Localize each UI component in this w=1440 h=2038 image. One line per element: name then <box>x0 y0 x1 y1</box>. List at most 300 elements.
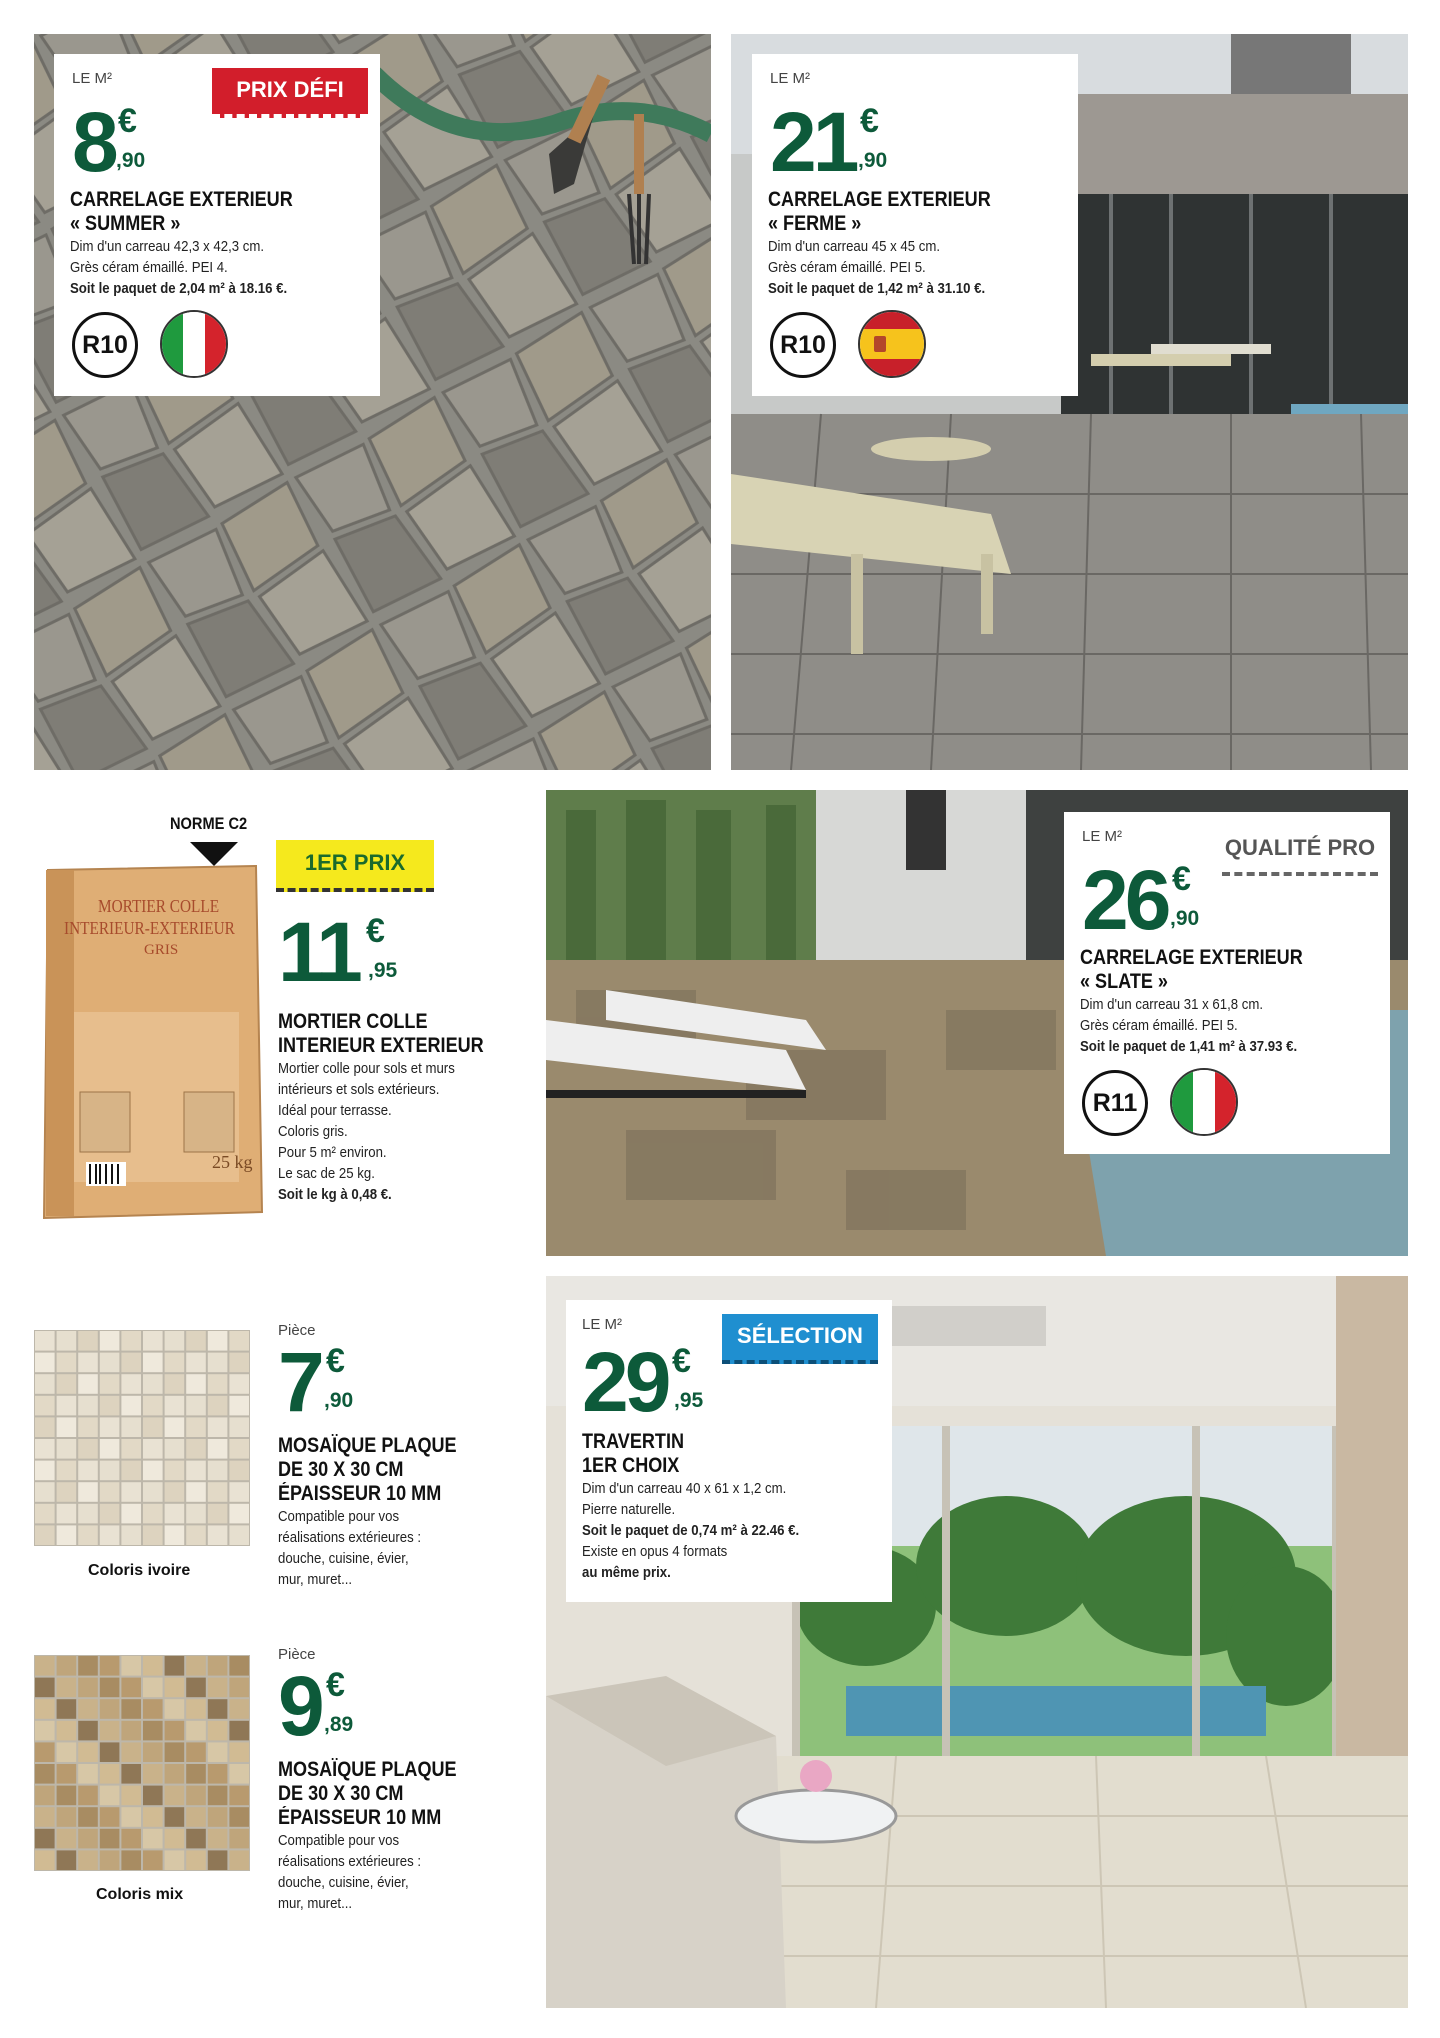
mosaic-tile <box>165 1374 185 1394</box>
mix-color-label: Coloris mix <box>96 1886 184 1903</box>
summer-price-int: 8 <box>72 95 115 189</box>
mosaic-tile <box>78 1374 98 1394</box>
mosaic-tile <box>100 1764 120 1784</box>
travertin-unit-label: LE M² <box>582 1316 623 1333</box>
mosaic-tile <box>165 1525 185 1545</box>
mosaic-tile <box>186 1656 206 1676</box>
mosaic-tile <box>165 1742 185 1762</box>
mix-desc-2: réalisations extérieures : <box>278 1853 422 1870</box>
mosaic-tile <box>57 1850 77 1870</box>
mosaic-tile <box>57 1742 77 1762</box>
mosaic-tile <box>229 1764 249 1784</box>
mosaic-tile <box>165 1786 185 1806</box>
mosaic-tile <box>143 1331 163 1351</box>
mosaic-tile <box>143 1439 163 1459</box>
mosaic-tile <box>57 1807 77 1827</box>
mortier-desc-5: Pour 5 m² environ. <box>278 1144 387 1161</box>
mosaic-tile <box>165 1353 185 1373</box>
mosaic-tile <box>165 1807 185 1827</box>
mosaic-tile <box>165 1656 185 1676</box>
mosaic-tile <box>208 1331 228 1351</box>
ivoire-price-int: 7 <box>278 1335 321 1429</box>
mosaic-tile <box>121 1482 141 1502</box>
mosaic-tile <box>186 1786 206 1806</box>
mosaic-tile <box>208 1504 228 1524</box>
mosaic-tile <box>143 1504 163 1524</box>
mosaic-tile <box>35 1504 55 1524</box>
mosaic-tile <box>186 1699 206 1719</box>
summer-price-cents: ,90 <box>116 149 146 172</box>
ivoire-desc-1: Compatible pour vos <box>278 1508 400 1525</box>
mosaic-tile <box>78 1396 98 1416</box>
mosaic-tile <box>208 1786 228 1806</box>
travertin-desc-5: au même prix. <box>582 1564 671 1581</box>
mosaic-tile <box>78 1742 98 1762</box>
slate-desc-2: Grès céram émaillé. PEI 5. <box>1080 1017 1238 1034</box>
ivoire-desc-3: douche, cuisine, évier, <box>278 1550 409 1567</box>
mosaic-tile <box>100 1525 120 1545</box>
mosaic-tile <box>165 1396 185 1416</box>
mosaic-tile <box>143 1678 163 1698</box>
mosaic-tile <box>208 1742 228 1762</box>
ivoire-title-1: MOSAÏQUE PLAQUE <box>278 1434 457 1457</box>
mosaic-tile <box>78 1807 98 1827</box>
mosaic-tile <box>35 1439 55 1459</box>
bag-text-2: INTERIEUR-EXTERIEUR <box>64 918 235 938</box>
mosaic-tile <box>57 1656 77 1676</box>
premier-prix-badge <box>276 840 434 892</box>
mosaic-tile <box>57 1417 77 1437</box>
mosaic-tile <box>100 1461 120 1481</box>
mosaic-tile <box>121 1699 141 1719</box>
mosaic-tile <box>208 1374 228 1394</box>
mosaic-tile <box>229 1439 249 1459</box>
mosaic-tile <box>35 1699 55 1719</box>
mosaic-tile <box>78 1439 98 1459</box>
mosaic-tile <box>186 1829 206 1849</box>
mosaic-tile <box>78 1786 98 1806</box>
mosaic-tile <box>186 1742 206 1762</box>
ivoire-title-2: DE 30 X 30 CM <box>278 1458 404 1481</box>
mosaic-tile <box>57 1504 77 1524</box>
mix-desc-1: Compatible pour vos <box>278 1832 400 1849</box>
mosaic-tile <box>100 1786 120 1806</box>
slate-price <box>1082 853 1200 947</box>
mosaic-tile <box>186 1396 206 1416</box>
mosaic-tile <box>78 1482 98 1502</box>
mosaic-tile <box>229 1699 249 1719</box>
mosaic-tile <box>78 1850 98 1870</box>
summer-slip-rating-badge: R10 <box>72 312 138 378</box>
mosaic-tile <box>100 1807 120 1827</box>
mosaic-tile <box>121 1850 141 1870</box>
ivoire-desc-2: réalisations extérieures : <box>278 1529 422 1546</box>
mosaic-tile <box>35 1482 55 1502</box>
mosaic-tile <box>57 1829 77 1849</box>
mosaic-tile <box>121 1353 141 1373</box>
travertin-price-cents: ,95 <box>674 1389 704 1412</box>
mosaic-tile <box>229 1525 249 1545</box>
mosaic-tile <box>229 1374 249 1394</box>
mosaic-tile <box>143 1786 163 1806</box>
slate-slip-rating-badge: R11 <box>1082 1070 1148 1136</box>
mosaic-tile <box>143 1699 163 1719</box>
mix-price-cents: ,89 <box>324 1713 354 1736</box>
mosaic-tile <box>186 1461 206 1481</box>
mosaic-tile <box>100 1417 120 1437</box>
mix-price-currency: € <box>326 1666 345 1704</box>
mosaic-tile <box>121 1829 141 1849</box>
mix-price <box>278 1659 354 1753</box>
mosaic-tile <box>186 1764 206 1784</box>
mosaic-tile <box>100 1504 120 1524</box>
mosaic-tile <box>78 1525 98 1545</box>
slate-title-1: CARRELAGE EXTERIEUR <box>1080 946 1303 969</box>
mosaic-tile <box>208 1764 228 1784</box>
mosaic-tile <box>121 1764 141 1784</box>
mosaic-tile <box>100 1482 120 1502</box>
mosaic-tile <box>78 1764 98 1784</box>
mosaic-tile <box>143 1525 163 1545</box>
mosaic-tile <box>35 1396 55 1416</box>
mosaic-tile <box>208 1353 228 1373</box>
mosaic-tile <box>100 1331 120 1351</box>
travertin-title-2: 1ER CHOIX <box>582 1454 680 1477</box>
summer-desc-3: Soit le paquet de 2,04 m² à 18.16 €. <box>70 280 288 297</box>
mosaic-tile <box>121 1417 141 1437</box>
ferme-desc-1: Dim d'un carreau 45 x 45 cm. <box>768 238 940 255</box>
ferme-price <box>770 95 888 189</box>
mosaic-tile <box>121 1786 141 1806</box>
prix-defi-badge: PRIX DÉFI <box>212 68 368 118</box>
summer-desc-1: Dim d'un carreau 42,3 x 42,3 cm. <box>70 238 265 255</box>
mortier-title-2: INTERIEUR EXTERIEUR <box>278 1034 484 1057</box>
slate-price-int: 26 <box>1082 853 1168 947</box>
mosaic-tile <box>78 1721 98 1741</box>
mosaic-tile <box>186 1678 206 1698</box>
mosaic-tile <box>100 1396 120 1416</box>
mortier-price-cents: ,95 <box>368 959 398 982</box>
mosaic-tile <box>229 1678 249 1698</box>
mortier-desc-4: Coloris gris. <box>278 1123 348 1140</box>
mosaic-tile <box>229 1417 249 1437</box>
travertin-desc-2: Pierre naturelle. <box>582 1501 676 1518</box>
slate-product-card <box>1064 812 1390 1154</box>
mix-price-int: 9 <box>278 1659 321 1753</box>
travertin-desc-1: Dim d'un carreau 40 x 61 x 1,2 cm. <box>582 1480 787 1497</box>
mosaic-tile <box>57 1439 77 1459</box>
mix-title-3: ÉPAISSEUR 10 MM <box>278 1806 442 1829</box>
mosaic-tile <box>208 1850 228 1870</box>
mosaic-tile <box>165 1417 185 1437</box>
mosaic-tile <box>186 1417 206 1437</box>
mosaic-tile <box>165 1764 185 1784</box>
mosaic-tile <box>78 1829 98 1849</box>
mortier-bag-image <box>34 862 264 1222</box>
mosaic-tile <box>78 1699 98 1719</box>
mosaic-tile <box>35 1525 55 1545</box>
mosaic-tile <box>121 1396 141 1416</box>
italy-flag-icon <box>1170 1068 1238 1136</box>
ivoire-title-3: ÉPAISSEUR 10 MM <box>278 1482 442 1505</box>
italy-flag-icon <box>160 310 228 378</box>
mosaic-tile <box>165 1678 185 1698</box>
mosaic-tile <box>57 1396 77 1416</box>
mosaic-tile <box>35 1374 55 1394</box>
spain-flag-icon <box>858 310 926 378</box>
mosaic-tile <box>208 1461 228 1481</box>
mosaic-tile <box>208 1656 228 1676</box>
mosaic-tile <box>35 1850 55 1870</box>
mosaique-ivoire-grid <box>34 1330 250 1546</box>
mosaic-tile <box>165 1829 185 1849</box>
mosaic-tile <box>143 1482 163 1502</box>
slate-price-cents: ,90 <box>1170 907 1200 930</box>
ivoire-color-label: Coloris ivoire <box>88 1562 191 1579</box>
summer-unit-label: LE M² <box>72 70 113 87</box>
mortier-price-int: 11 <box>278 905 359 999</box>
mix-desc-4: mur, muret... <box>278 1895 353 1912</box>
mortier-desc-3: Idéal pour terrasse. <box>278 1102 392 1119</box>
mosaic-tile <box>186 1353 206 1373</box>
mosaic-tile <box>165 1461 185 1481</box>
mosaic-tile <box>57 1461 77 1481</box>
mosaic-tile <box>57 1353 77 1373</box>
mosaic-tile <box>78 1353 98 1373</box>
mortier-title-1: MORTIER COLLE <box>278 1010 428 1033</box>
mosaic-tile <box>78 1461 98 1481</box>
slate-title-2: « SLATE » <box>1080 970 1168 993</box>
ferme-slip-rating-badge: R10 <box>770 312 836 378</box>
mosaic-tile <box>78 1656 98 1676</box>
mosaic-tile <box>208 1439 228 1459</box>
mosaic-tile <box>143 1721 163 1741</box>
mosaic-tile <box>121 1678 141 1698</box>
bag-text-3: GRIS <box>144 942 179 958</box>
summer-product-card <box>54 54 380 396</box>
mosaic-tile <box>208 1482 228 1502</box>
mosaic-tile <box>229 1786 249 1806</box>
slate-price-currency: € <box>1172 860 1191 898</box>
summer-price <box>72 95 146 189</box>
mosaic-tile <box>143 1461 163 1481</box>
mosaic-tile <box>186 1482 206 1502</box>
mosaic-tile <box>100 1439 120 1459</box>
mosaic-tile <box>100 1678 120 1698</box>
ivoire-price <box>278 1335 354 1429</box>
ferme-title-2: « FERME » <box>768 212 862 235</box>
summer-title-2: « SUMMER » <box>70 212 181 235</box>
mosaic-tile <box>229 1807 249 1827</box>
mosaic-tile <box>143 1850 163 1870</box>
travertin-price-int: 29 <box>582 1335 668 1429</box>
mosaic-tile <box>100 1699 120 1719</box>
mosaic-tile <box>143 1829 163 1849</box>
ivoire-price-cents: ,90 <box>324 1389 354 1412</box>
qualite-pro-badge: QUALITÉ PRO <box>1222 826 1378 876</box>
mosaic-tile <box>229 1331 249 1351</box>
mosaic-tile <box>165 1482 185 1502</box>
travertin-price-currency: € <box>672 1342 691 1380</box>
mosaic-tile <box>100 1742 120 1762</box>
mosaic-tile <box>143 1764 163 1784</box>
mosaic-tile <box>35 1721 55 1741</box>
mosaic-tile <box>35 1417 55 1437</box>
mosaic-tile <box>229 1656 249 1676</box>
mosaic-tile <box>100 1374 120 1394</box>
mosaic-tile <box>143 1374 163 1394</box>
mosaic-tile <box>165 1721 185 1741</box>
mosaic-tile <box>229 1396 249 1416</box>
mosaic-tile <box>100 1829 120 1849</box>
mosaic-tile <box>165 1504 185 1524</box>
mosaic-tile <box>100 1656 120 1676</box>
bag-weight: 25 kg <box>212 1152 253 1172</box>
mosaic-tile <box>143 1656 163 1676</box>
mosaique-ivoire-image <box>34 1330 250 1546</box>
mosaic-tile <box>143 1742 163 1762</box>
mosaic-tile <box>35 1656 55 1676</box>
selection-badge: SÉLECTION <box>722 1314 878 1364</box>
ivoire-desc-4: mur, muret... <box>278 1571 353 1588</box>
mosaic-tile <box>208 1721 228 1741</box>
ferme-title-1: CARRELAGE EXTERIEUR <box>768 188 991 211</box>
ivoire-price-currency: € <box>326 1342 345 1380</box>
mosaique-mix-grid <box>34 1655 250 1871</box>
mosaic-tile <box>35 1461 55 1481</box>
mortier-price <box>278 905 398 999</box>
mosaic-tile <box>57 1482 77 1502</box>
mosaique-mix-image <box>34 1655 250 1871</box>
ferme-price-int: 21 <box>770 95 856 189</box>
mosaic-tile <box>208 1396 228 1416</box>
mosaic-tile <box>35 1353 55 1373</box>
mosaic-tile <box>229 1504 249 1524</box>
bag-text-1: MORTIER COLLE <box>98 896 220 916</box>
mortier-price-currency: € <box>366 912 385 950</box>
mosaic-tile <box>35 1764 55 1784</box>
mosaic-tile <box>35 1331 55 1351</box>
mortier-desc-6: Le sac de 25 kg. <box>278 1165 375 1182</box>
mosaic-tile <box>186 1374 206 1394</box>
mosaic-tile <box>57 1721 77 1741</box>
mosaic-tile <box>100 1721 120 1741</box>
mosaic-tile <box>121 1374 141 1394</box>
mosaic-tile <box>208 1807 228 1827</box>
mosaic-tile <box>35 1742 55 1762</box>
mosaic-tile <box>35 1829 55 1849</box>
ferme-price-cents: ,90 <box>858 149 888 172</box>
mosaic-tile <box>229 1721 249 1741</box>
mosaic-tile <box>143 1417 163 1437</box>
norme-label: NORME C2 <box>170 814 248 833</box>
summer-desc-2: Grès céram émaillé. PEI 4. <box>70 259 228 276</box>
ferme-product-card <box>752 54 1078 396</box>
mosaic-tile <box>121 1331 141 1351</box>
mix-desc-3: douche, cuisine, évier, <box>278 1874 409 1891</box>
mosaic-tile <box>121 1439 141 1459</box>
summer-title-1: CARRELAGE EXTERIEUR <box>70 188 293 211</box>
mix-title-1: MOSAÏQUE PLAQUE <box>278 1758 457 1781</box>
mosaic-tile <box>35 1786 55 1806</box>
mortier-desc-2: intérieurs et sols extérieurs. <box>278 1081 440 1098</box>
mosaic-tile <box>35 1678 55 1698</box>
travertin-title-1: TRAVERTIN <box>582 1430 685 1453</box>
mix-title-2: DE 30 X 30 CM <box>278 1782 404 1805</box>
travertin-desc-4: Existe en opus 4 formats <box>582 1543 728 1560</box>
mosaic-tile <box>57 1678 77 1698</box>
travertin-price <box>582 1335 704 1429</box>
mortier-desc-7: Soit le kg à 0,48 €. <box>278 1186 392 1203</box>
mosaic-tile <box>186 1525 206 1545</box>
mosaic-tile <box>186 1721 206 1741</box>
mosaic-tile <box>186 1504 206 1524</box>
mosaic-tile <box>121 1807 141 1827</box>
mosaic-tile <box>208 1678 228 1698</box>
mosaic-tile <box>229 1461 249 1481</box>
mosaic-tile <box>121 1742 141 1762</box>
mosaic-tile <box>57 1331 77 1351</box>
mosaic-tile <box>57 1786 77 1806</box>
travertin-desc-3: Soit le paquet de 0,74 m² à 22.46 €. <box>582 1522 800 1539</box>
ferme-desc-3: Soit le paquet de 1,42 m² à 31.10 €. <box>768 280 986 297</box>
mosaic-tile <box>143 1807 163 1827</box>
mosaic-tile <box>57 1525 77 1545</box>
mosaic-tile <box>143 1396 163 1416</box>
slate-desc-3: Soit le paquet de 1,41 m² à 37.93 €. <box>1080 1038 1298 1055</box>
mosaic-tile <box>78 1504 98 1524</box>
mosaic-tile <box>121 1461 141 1481</box>
mix-unit-label: Pièce <box>278 1646 316 1663</box>
mosaic-tile <box>100 1353 120 1373</box>
mosaic-tile <box>208 1525 228 1545</box>
mosaic-tile <box>57 1699 77 1719</box>
mosaic-tile <box>165 1439 185 1459</box>
mosaic-tile <box>186 1439 206 1459</box>
premier-prix-text: 1ER PRIX <box>304 850 406 875</box>
mosaic-tile <box>121 1504 141 1524</box>
mosaic-tile <box>100 1850 120 1870</box>
mosaic-tile <box>208 1417 228 1437</box>
mosaic-tile <box>78 1678 98 1698</box>
mosaic-tile <box>229 1482 249 1502</box>
mosaic-tile <box>165 1699 185 1719</box>
mosaic-tile <box>229 1353 249 1373</box>
summer-price-currency: € <box>118 102 137 140</box>
mosaic-tile <box>165 1331 185 1351</box>
mosaic-tile <box>121 1721 141 1741</box>
mortier-desc-1: Mortier colle pour sols et murs <box>278 1060 455 1077</box>
mosaic-tile <box>229 1742 249 1762</box>
mosaic-tile <box>165 1850 185 1870</box>
mosaic-tile <box>186 1331 206 1351</box>
slate-desc-1: Dim d'un carreau 31 x 61,8 cm. <box>1080 996 1264 1013</box>
mosaic-tile <box>143 1353 163 1373</box>
ferme-price-currency: € <box>860 102 879 140</box>
mosaic-tile <box>186 1807 206 1827</box>
mosaic-tile <box>57 1374 77 1394</box>
travertin-product-card <box>566 1300 892 1602</box>
ferme-unit-label: LE M² <box>770 70 811 87</box>
slate-unit-label: LE M² <box>1082 828 1123 845</box>
mosaic-tile <box>121 1656 141 1676</box>
mosaic-tile <box>78 1331 98 1351</box>
mosaic-tile <box>208 1699 228 1719</box>
mosaic-tile <box>186 1850 206 1870</box>
mosaic-tile <box>35 1807 55 1827</box>
mosaic-tile <box>208 1829 228 1849</box>
mosaic-tile <box>121 1525 141 1545</box>
